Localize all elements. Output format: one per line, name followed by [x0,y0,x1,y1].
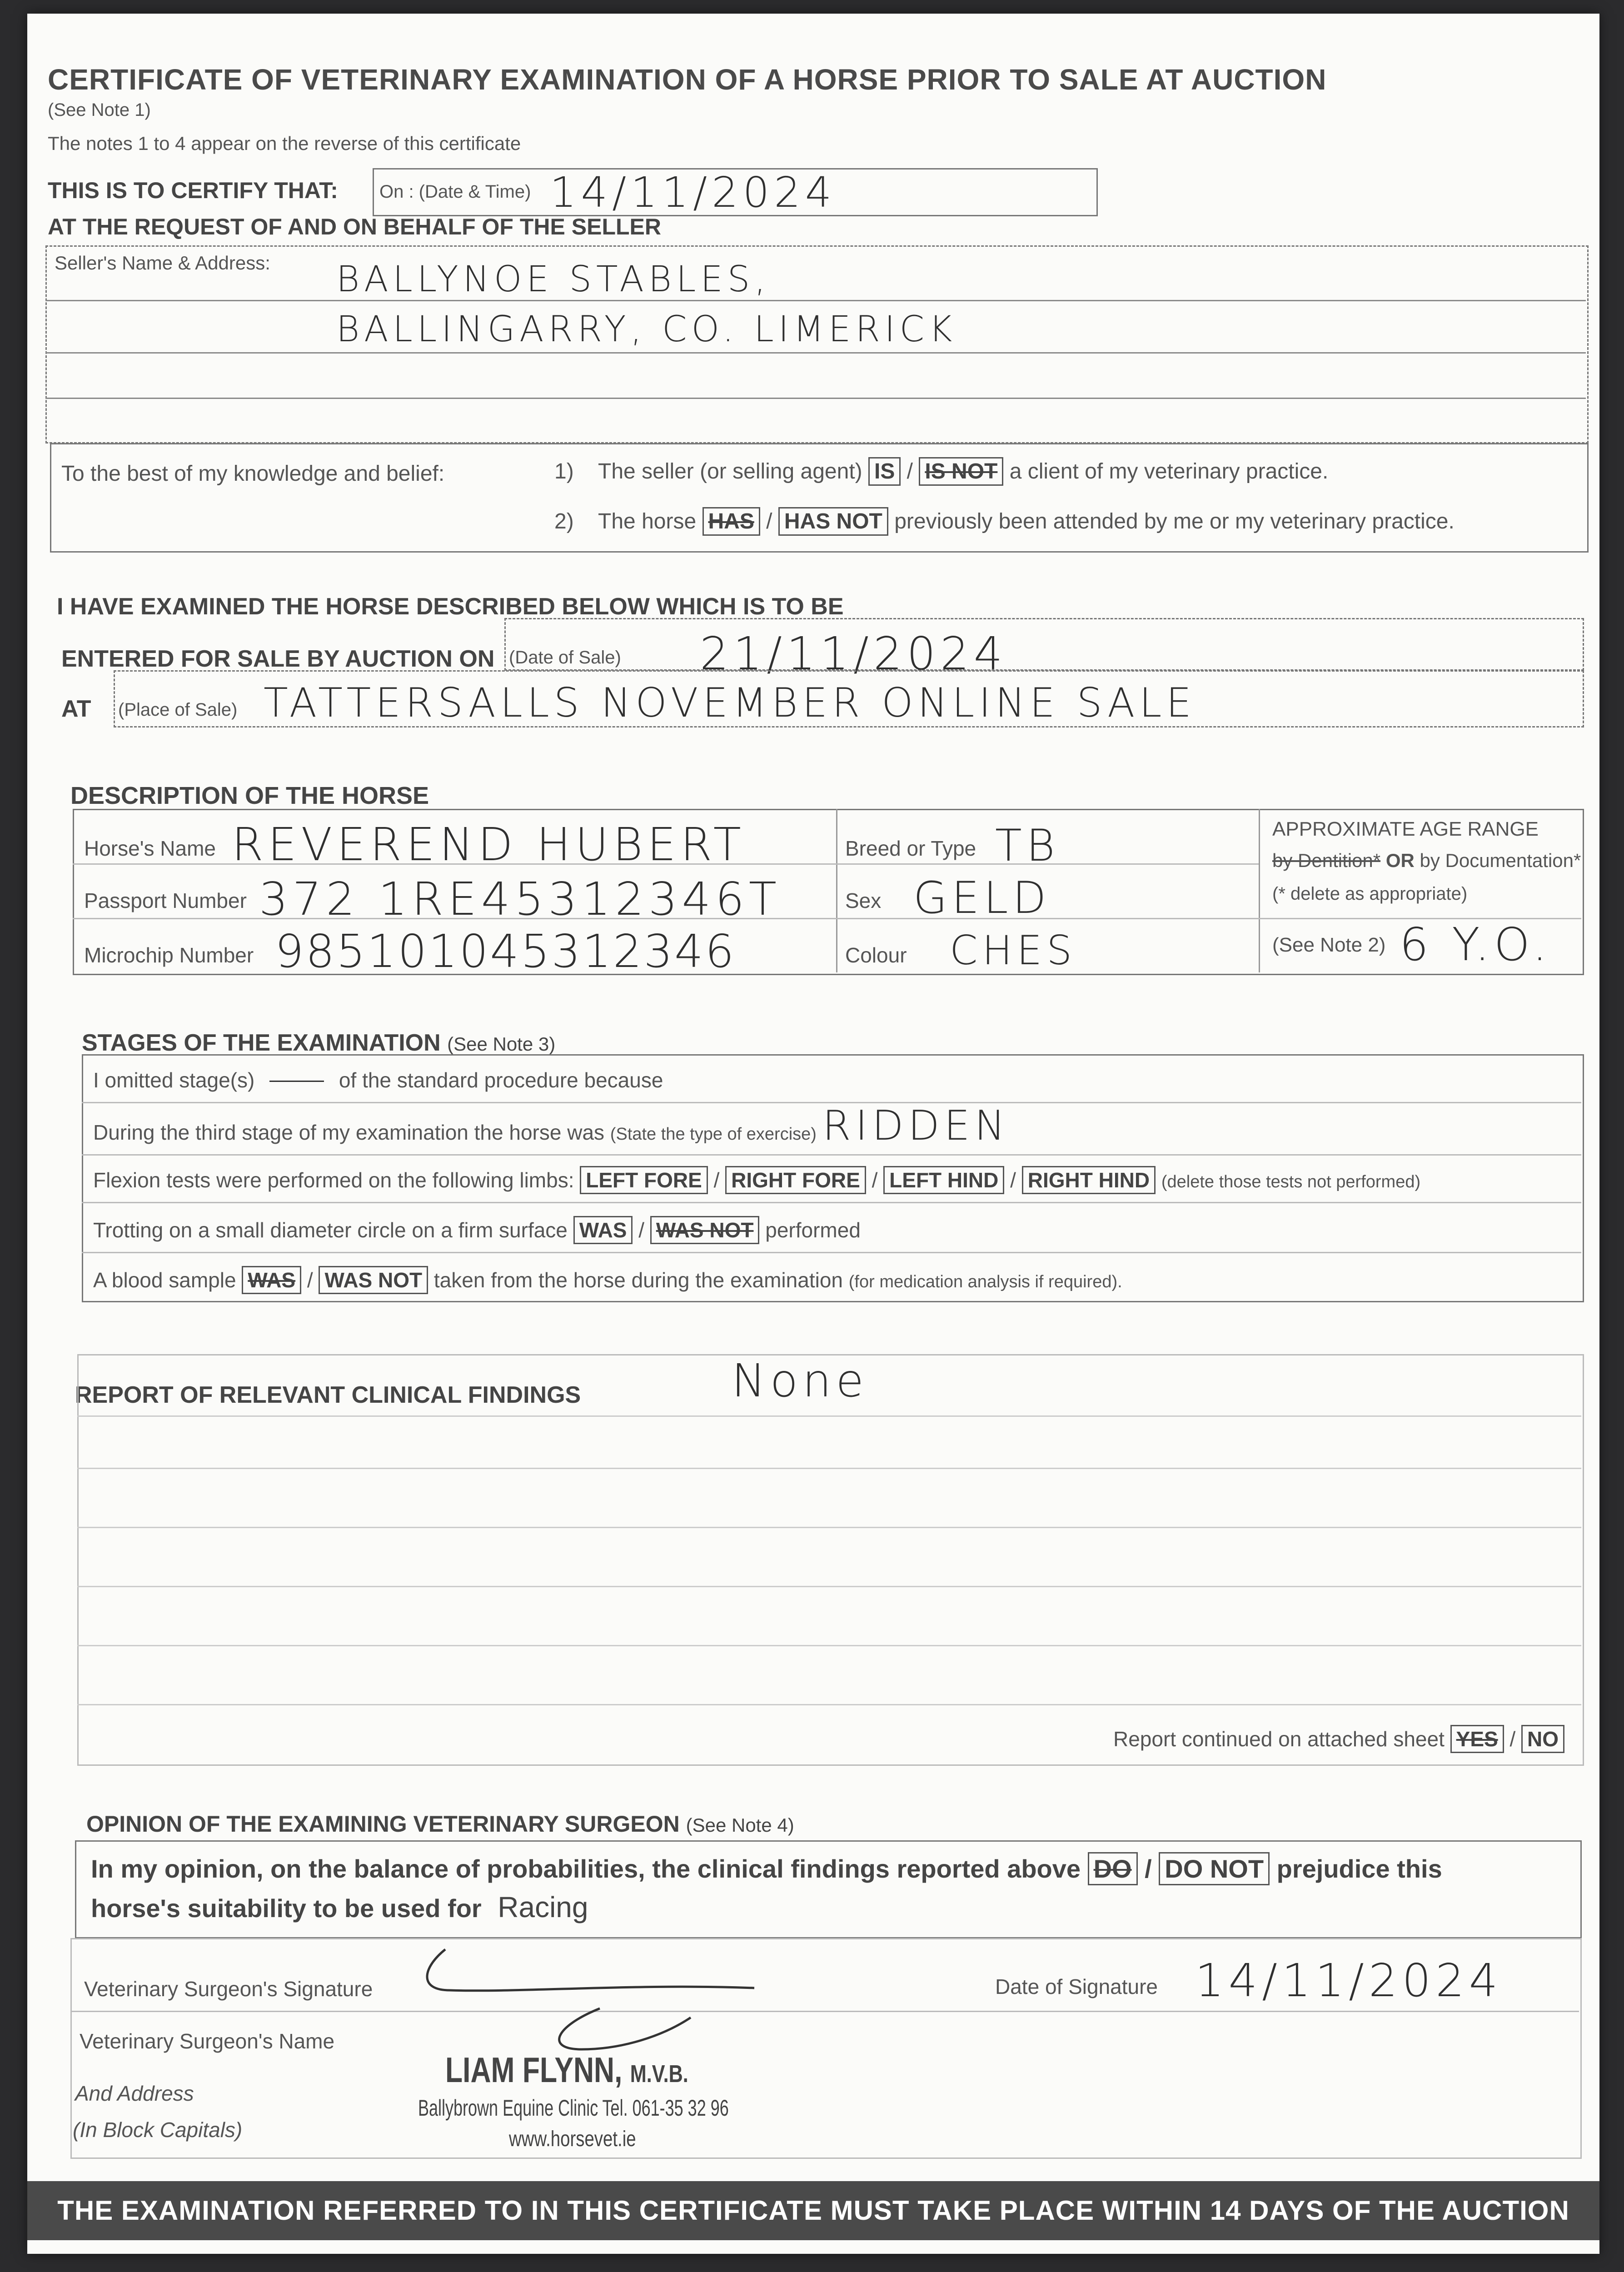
trot-pre: Trotting on a small diameter circle on a firm surface [93,1218,568,1242]
item1-post: a client of my veterinary practice. [1009,459,1329,483]
sex-value: GELD [913,872,1051,923]
age-by-dentition: by Dentition* [1272,850,1381,871]
age-value: 6 Y.O. [1400,918,1552,971]
blood-note: (for medication analysis if required). [848,1272,1122,1291]
blood-wasnot: WAS NOT [319,1266,428,1294]
flexion-post: (delete those tests not performed) [1161,1172,1421,1191]
stamp-web: www.horsevet.ie [509,2127,636,2151]
stages-rule-2 [82,1154,1581,1156]
omitted-dash [269,1081,324,1082]
certificate-page [27,14,1599,2254]
limb-right-hind: RIGHT HIND [1022,1166,1156,1194]
sig-date-label: Date of Signature [995,1975,1158,1998]
report-rule-5 [77,1645,1581,1646]
age-or: OR [1385,850,1415,871]
item1-num: 1) [554,459,574,483]
seller-rule-3 [45,398,1586,399]
block-label: (In Block Capitals) [73,2118,243,2142]
colour-label: Colour [845,943,907,967]
blood-pre: A blood sample [93,1268,236,1292]
stages-heading [82,1029,555,1056]
opinion-do: DO [1088,1852,1138,1885]
report-rule-4 [77,1586,1581,1587]
report-rule-6 [77,1704,1581,1705]
passport-label: Passport Number [84,889,247,912]
colour-value: CHES [950,927,1077,974]
stamp-name-line [445,2049,688,2091]
desc-divider-1 [836,809,837,972]
notes-line: The notes 1 to 4 appear on the reverse of this certificate [48,133,521,154]
report-continued-text: Report continued on attached sheet [1113,1727,1445,1751]
stamp-clinic: Ballybrown Equine Clinic Tel. 061-35 32 96 [418,2095,729,2121]
horse-name-value: REVEREND HUBERT [232,818,746,871]
stages-rule-4 [82,1252,1581,1253]
report-rule-3 [77,1527,1581,1528]
breed-label: Breed or Type [845,837,976,860]
item2-pre: The horse [598,509,697,533]
address-label: And Address [75,2082,194,2105]
item1-pre: The seller (or selling agent) [598,459,862,483]
stages-rule-3 [82,1202,1581,1203]
report-rule-1 [77,1415,1581,1417]
age-by-doc: by Documentation* [1420,850,1581,871]
item1-is: IS [868,457,901,486]
opinion-line2 [91,1890,588,1924]
opinion-line2-text: horse's suitability to be used for [91,1894,482,1923]
certify-label: THIS IS TO CERTIFY THAT: [48,178,338,203]
item2-hasnot: HAS NOT [778,507,888,536]
trot-was: WAS [573,1216,633,1244]
horse-name-label: Horse's Name [84,837,216,860]
age-method [1272,850,1581,872]
third-stage-line [93,1120,817,1145]
knowledge-item1: 1) The seller (or selling agent) IS / IS NOT a client of my veterinary practice. [554,459,1328,484]
sale-place-value: TATTERSALLS NOVEMBER ONLINE SALE [264,679,1196,726]
microchip-label: Microchip Number [84,943,254,967]
trot-post: performed [765,1218,861,1242]
trot-wasnot: WAS NOT [650,1216,760,1244]
opinion-use-value: Racing [498,1891,588,1923]
limb-left-fore: LEFT FORE [580,1166,708,1194]
footer-banner: THE EXAMINATION REFERRED TO IN THIS CERTIFICATE MUST TAKE PLACE WITHIN 14 DAYS OF THE AUCTION [27,2181,1599,2240]
on-date-label: On : (Date & Time) [379,182,531,202]
knowledge-item2: 2) The horse HAS / HAS NOT previously been attended by me or my veterinary practice. [554,509,1455,534]
limb-right-fore: RIGHT FORE [725,1166,866,1194]
microchip-value: 985101045312346 [275,925,736,978]
seller-line1: BALLYNOE STABLES, [336,259,771,300]
limb-left-hind: LEFT HIND [883,1166,1004,1194]
sale-date-label: (Date of Sale) [509,648,621,668]
opinion-donot: DO NOT [1159,1852,1270,1885]
opinion-heading-text: OPINION OF THE EXAMINING VETERINARY SURGEON [86,1811,680,1837]
passport-value: 372 1RE45312346T [259,872,782,926]
examined-line1: I HAVE EXAMINED THE HORSE DESCRIBED BELOW WHICH IS TO BE [57,593,844,620]
breed-value: TB [995,820,1060,871]
report-yes: YES [1450,1725,1504,1753]
name-label: Veterinary Surgeon's Name [80,2029,335,2053]
blood-post: taken from the horse during the examination [433,1268,843,1292]
third-stage-value: RIDDEN [822,1102,1010,1150]
third-stage-note: (State the type of exercise) [610,1125,817,1144]
sig-date-value: 14/11/2024 [1195,1954,1503,2007]
desc-divider-2 [1259,809,1260,972]
item1-isnot: IS NOT [919,457,1003,486]
omitted-pre: I omitted stage(s) [93,1068,255,1092]
signature-scribble [409,1940,818,2068]
omitted-line [93,1068,663,1092]
age-see-note: (See Note 2) [1272,934,1386,956]
flexion-pre: Flexion tests were performed on the following limbs: [93,1168,574,1192]
sale-date-box [504,618,1584,671]
third-stage-text: During the third stage of my examination the horse was [93,1121,605,1144]
at-label: AT [61,696,91,722]
sale-date-value: 21/11/2024 [700,627,1007,680]
opinion-heading-note: (See Note 4) [686,1814,794,1836]
blood-was: WAS [242,1266,301,1294]
blood-line: A blood sample WAS / WAS NOT taken from the horse during the examination (for medication analysis if required). [93,1268,1122,1292]
sex-label: Sex [845,889,882,912]
request-line: AT THE REQUEST OF AND ON BEHALF OF THE SELLER [48,214,661,239]
stages-heading-note: (See Note 3) [447,1033,556,1055]
report-rule-2 [77,1468,1581,1469]
trot-line: Trotting on a small diameter circle on a firm surface WAS / WAS NOT performed [93,1218,861,1242]
report-no: NO [1521,1725,1564,1753]
opinion-heading [86,1811,794,1837]
sale-place-label: (Place of Sale) [118,700,238,720]
seller-rule-2 [45,352,1586,354]
knowledge-label: To the best of my knowledge and belief: [61,462,445,486]
stamp-quals: M.V.B. [630,2060,688,2088]
stages-heading-text: STAGES OF THE EXAMINATION [82,1030,441,1056]
signature-rule [70,2011,1579,2012]
examined-line2: ENTERED FOR SALE BY AUCTION ON [61,646,495,672]
age-delete-note: (* delete as appropriate) [1272,884,1468,904]
stamp-name: LIAM FLYNN, [445,2050,623,2090]
on-date-value: 14/11/2024 [550,168,837,217]
report-continued: Report continued on attached sheet YES / NO [1113,1727,1564,1751]
flexion-line: Flexion tests were performed on the following limbs: LEFT FORE / RIGHT FORE / LEFT HIND / RIGHT HIND (delete those tests not performed) [93,1168,1420,1192]
item2-num: 2) [554,509,574,533]
opinion-text-post: prejudice this [1276,1854,1442,1883]
seller-line2: BALLINGARRY, CO. LIMERICK [336,309,957,350]
report-heading: REPORT OF RELEVANT CLINICAL FINDINGS [75,1382,581,1408]
see-note-1: (See Note 1) [48,100,151,120]
report-value: None [732,1354,868,1407]
description-heading: DESCRIPTION OF THE HORSE [70,782,429,809]
opinion-line1: In my opinion, on the balance of probabilities, the clinical findings reported above DO / DO NOT prejudice this [91,1854,1442,1883]
omitted-post: of the standard procedure because [339,1068,663,1092]
seller-label: Seller's Name & Address: [55,252,270,274]
sig-label: Veterinary Surgeon's Signature [84,1977,373,2001]
certificate-title: CERTIFICATE OF VETERINARY EXAMINATION OF A HORSE PRIOR TO SALE AT AUCTION [48,63,1327,96]
item2-has: HAS [702,507,760,536]
age-heading: APPROXIMATE AGE RANGE [1272,818,1539,840]
seller-rule-1 [45,300,1586,301]
opinion-text-pre: In my opinion, on the balance of probabilities, the clinical findings reported above [91,1854,1081,1883]
item2-post: previously been attended by me or my veterinary practice. [894,509,1455,533]
